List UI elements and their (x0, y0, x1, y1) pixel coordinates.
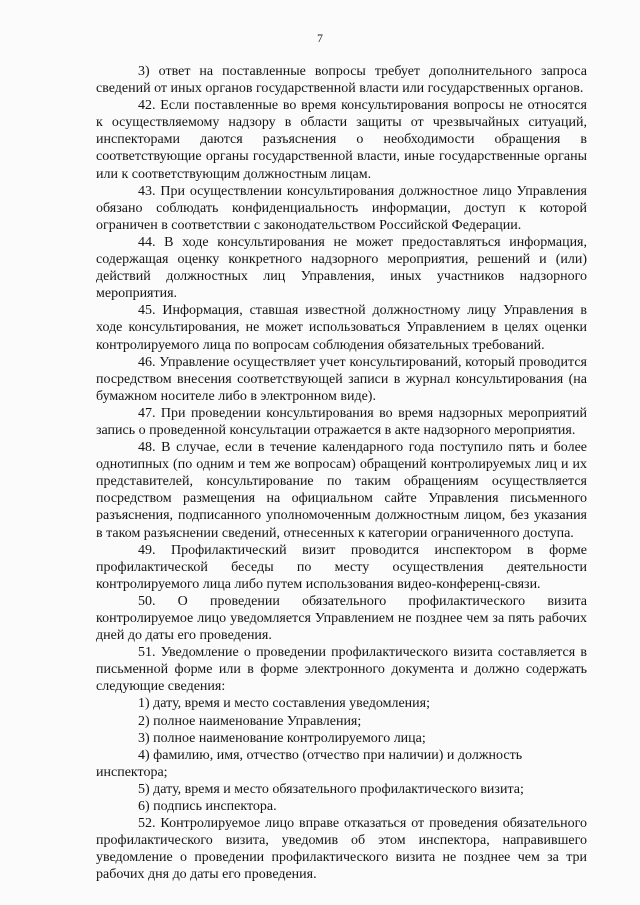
list-item: 2) полное наименование Управления; (138, 713, 362, 729)
paragraph-52: 52. Контролируемое лицо вправе отказаться от проведения обязательного профилактического визита, уведомив об этом инспектора, направившего уведомление о проведении профилактического визита не позднее чем за три рабочих дня до даты его проведения. (96, 816, 587, 883)
paragraph-45: 45. Информация, ставшая известной должностному лицу Управления в ходе консультирования, не может использоваться Управлением в целях оценки контролируемого лица по вопросам соблюдения обязательных требований. (96, 303, 587, 353)
document-body (96, 63, 587, 884)
paragraph-49: 49. Профилактический визит проводится инспектором в форме профилактической беседы по месту осуществления деятельности контролируемого лица либо путем использования видео-конференц-связи. (96, 542, 587, 592)
list-item: 5) дату, время и место обязательного профилактического визита; (138, 781, 524, 797)
paragraph-43: 43. При осуществлении консультирования должностное лицо Управления обязано соблюдать конфиденциальность информации, доступ к которой ограничен в соответствии с законодательством Российской Федерации. (96, 183, 587, 233)
list-item: 6) подпись инспектора. (138, 799, 277, 815)
paragraph-50: 50. О проведении обязательного профилактического визита контролируемое лицо уведомляется Управлением не позднее чем за пять рабочих дней до даты его проведения. (96, 593, 587, 644)
list-item: 1) дату, время и место составления уведомления; (138, 696, 430, 712)
paragraph-51: 51. Уведомление о проведении профилактического визита составляется в письменной форме или в форме электронного документа и должно содержать следующие сведения: (96, 645, 587, 695)
paragraph-48: 48. В случае, если в течение календарного года поступило пять и более однотипных (по одним и тем же вопросам) обращений контролируемых лиц и их представителей, консультирование по таким обращениям осуществляется посредством размещения на официальном сайте Управления письменного разъяснения, подписанного уполномоченным должностным лицом, без указания в таком разъяснении сведений, отнесенных к категории ограниченного доступа. (96, 440, 587, 541)
paragraph-41-item-3: 3) ответ на поставленные вопросы требует дополнительного запроса сведений от иных органов государственной власти или государственных органов. (96, 64, 587, 97)
list-item: 4) фамилию, имя, отчество (отчество при наличии) и должность инспектора; (96, 747, 523, 780)
paragraph-44: 44. В ходе консультирования не может предоставляться информация, содержащая оценку конкретного надзорного мероприятия, решений и (или) действий должностных лиц Управления, иных участников надзорного мероприятия. (96, 234, 587, 302)
page-number: 7 (317, 33, 323, 45)
notification-requirements-list (96, 695, 587, 815)
list-item: 3) полное наименование контролируемого лица; (138, 730, 426, 746)
paragraph-47: 47. При проведении консультирования во время надзорных мероприятий запись о проведенной консультации отражается в акте надзорного мероприятия. (96, 405, 587, 438)
paragraph-42: 42. Если поставленные во время консультирования вопросы не относятся к осуществляемому надзору в области защиты от чрезвычайных ситуаций, инспекторами даются разъяснения о необходимости обращения в соответствующие органы государственной власти, иные государственные органы или к соответствующим должностным лицам. (96, 98, 587, 182)
paragraph-46: 46. Управление осуществляет учет консультирований, который проводится посредством внесения соответствующей записи в журнал консультирования (на бумажном носителе либо в электронном виде). (96, 354, 587, 404)
